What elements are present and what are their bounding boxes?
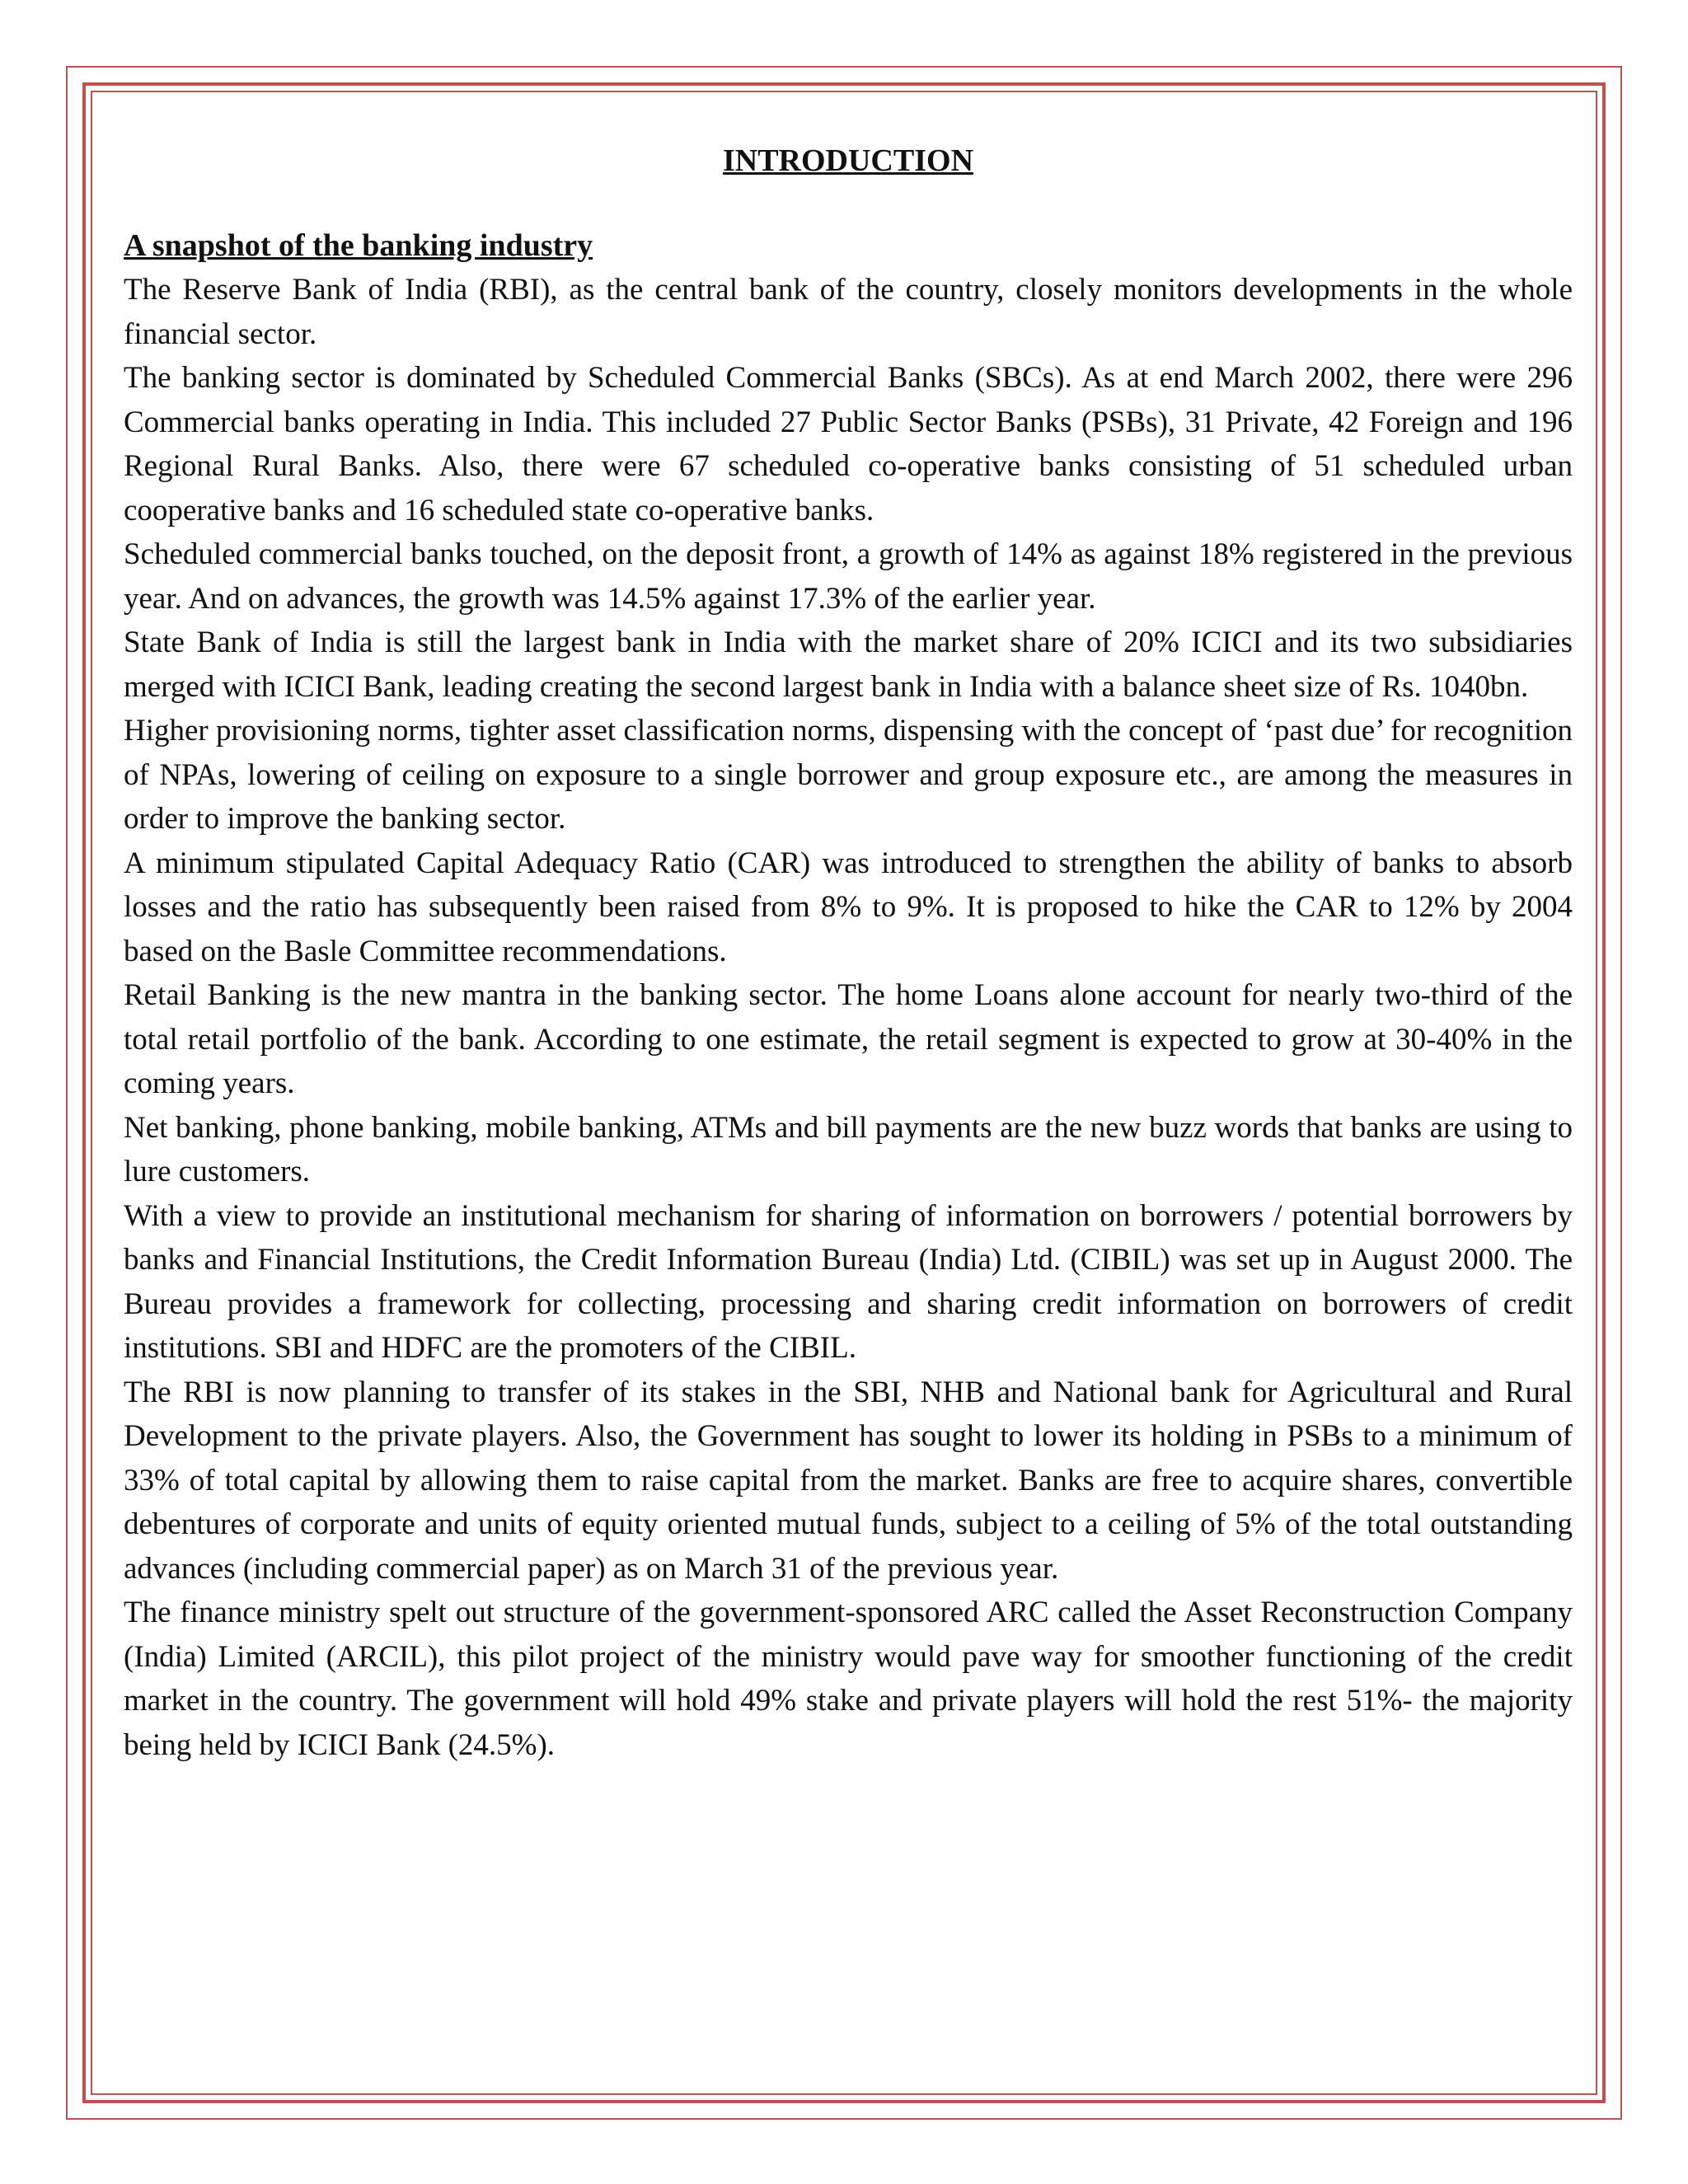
document-body	[124, 136, 1573, 1767]
section-heading: A snapshot of the banking industry	[124, 228, 593, 263]
paragraph-arcil: The finance ministry spelt out structure of the government-sponsored ARC called the Asset Reconstruction Company (India) Limited (ARCIL), this pilot project of the ministry would pave way for smoother functioning of the credit market in the country. The government will hold 49% stake and private players will hold the rest 51%- the majority being held by ICICI Bank (24.5%).	[124, 1596, 1573, 1762]
paragraph-rbi-role: The Reserve Bank of India (RBI), as the central bank of the country, closely monitors developments in the whole financial sector.	[124, 273, 1573, 351]
paragraph-cibil: With a view to provide an institutional mechanism for sharing of information on borrowers / potential borrowers by banks and Financial Institutions, the Credit Information Bureau (India) Ltd. (CIBIL) was set up in August 2000. The Bureau provides a framework for collecting, processing and sharing credit information on borrowers of credit institutions. SBI and HDFC are the promoters of the CIBIL.	[124, 1198, 1573, 1365]
paragraph-capital-adequacy: A minimum stipulated Capital Adequacy Ratio (CAR) was introduced to strengthen the ability of banks to absorb losses and the ratio has subsequently been raised from 8% to 9%. It is proposed to hike the CAR to 12% by 2004 based on the Basle Committee recommendations.	[124, 846, 1573, 968]
paragraph-deposit-growth: Scheduled commercial banks touched, on the deposit front, a growth of 14% as against 18% registered in the previous year. And on advances, the growth was 14.5% against 17.3% of the earlier year.	[124, 537, 1573, 616]
document-title: INTRODUCTION	[722, 143, 974, 178]
paragraph-banking-sector-composition: The banking sector is dominated by Scheduled Commercial Banks (SBCs). As at end March 2002, there were 296 Commercial banks operating in India. This included 27 Public Sector Banks (PSBs), 31 Private, 42 Foreign and 196 Regional Rural Banks. Also, there were 67 scheduled co-operative banks consisting of 51 scheduled urban cooperative banks and 16 scheduled state co-operative banks.	[124, 361, 1573, 527]
paragraph-rbi-stake-transfer: The RBI is now planning to transfer of its stakes in the SBI, NHB and National bank for Agricultural and Rural Development to the private players. Also, the Government has sought to lower its holding in PSBs to a minimum of 33% of total capital by allowing them to raise capital from the market. Banks are free to acquire shares, convertible debentures of corporate and units of equity oriented mutual funds, subject to a ceiling of 5% of the total outstanding advances (including commercial paper) as on March 31 of the previous year.	[124, 1375, 1573, 1586]
paragraph-retail-banking: Retail Banking is the new mantra in the banking sector. The home Loans alone account for nearly two-third of the total retail portfolio of the bank. According to one estimate, the retail segment is expected to grow at 30-40% in the coming years.	[124, 978, 1573, 1100]
paragraph-provisioning-norms: Higher provisioning norms, tighter asset classification norms, dispensing with the concept of ‘past due’ for recognition of NPAs, lowering of ceiling on exposure to a single borrower and group exposure etc., are among the measures in order to improve the banking sector.	[124, 714, 1573, 836]
paragraph-largest-banks: State Bank of India is still the largest bank in India with the market share of 20% ICICI and its two subsidiaries merged with ICICI Bank, leading creating the second largest bank in India with a balance sheet size of Rs. 1040bn.	[124, 626, 1573, 704]
paragraph-digital-banking: Net banking, phone banking, mobile banking, ATMs and bill payments are the new buzz words that banks are using to lure customers.	[124, 1110, 1573, 1188]
